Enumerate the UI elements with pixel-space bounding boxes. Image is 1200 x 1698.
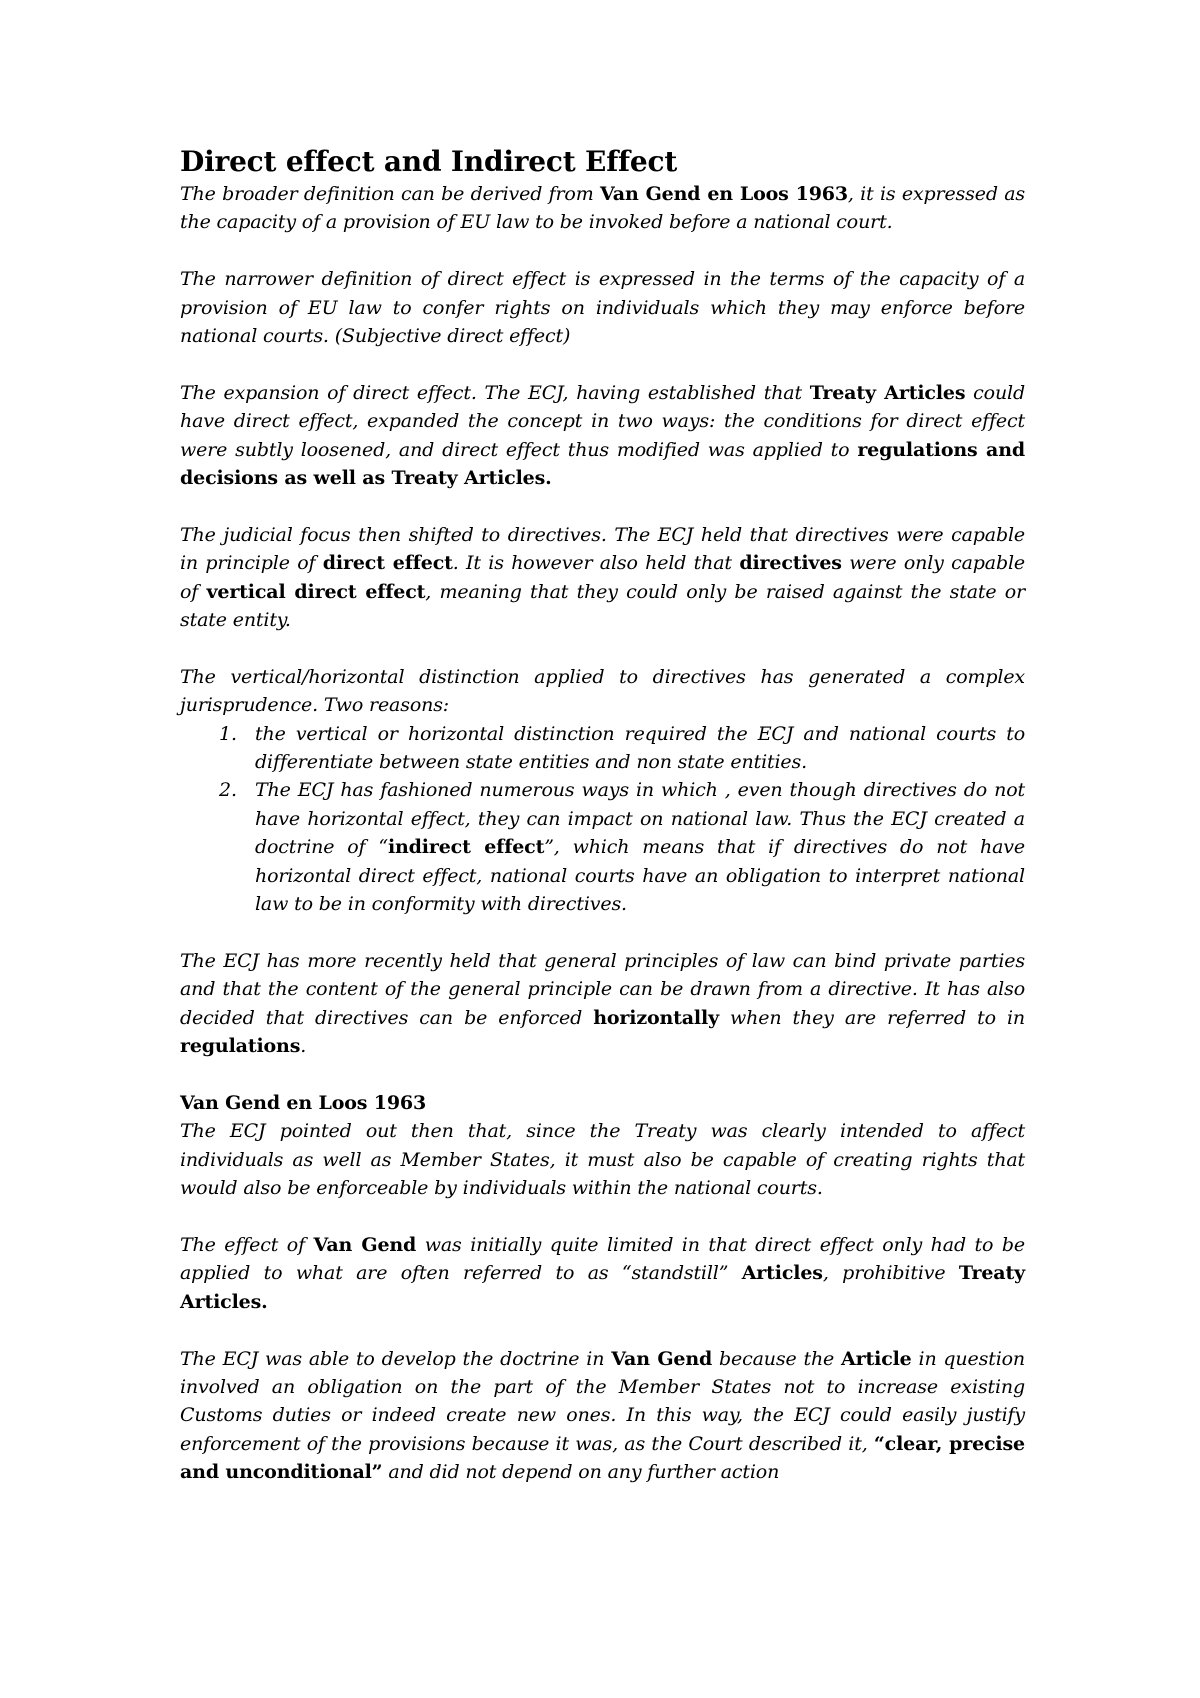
bold-term: indirect effect (387, 836, 545, 859)
paragraph-judicial-focus (180, 521, 1025, 635)
bold-term: regulations (180, 1035, 301, 1058)
text-run: because the (712, 1347, 842, 1370)
text-run: could have direct effect, expanded the concept in two ways: the conditions for direct effect were subtly loosened, and direct effect thus modified was applied to (180, 381, 1025, 461)
paragraph-narrower-definition: The narrower definition of direct effect is expressed in the terms of the capacity of a provision of EU law to confer rights on individuals which they may enforce before national courts. (Subjective direct effect) (180, 268, 1025, 348)
text-run: The ECJ was able to develop the doctrine in (180, 1347, 612, 1370)
list-item (180, 776, 1025, 918)
page-title: Direct effect and Indirect Effect (180, 145, 678, 178)
case-name: Van Gend (611, 1347, 713, 1370)
document-body (180, 145, 1025, 1487)
paragraph-doctrine-development (180, 1345, 1025, 1487)
bold-term: directives (739, 552, 842, 575)
text-run: when they are referred to in (718, 1006, 1025, 1029)
paragraph-broader-definition (180, 180, 1025, 237)
bold-term: direct effect (322, 552, 453, 575)
bold-term: vertical direct effect (206, 580, 426, 603)
text-run: was initially quite limited in that direct effect only had to be applied to what are often referred to as “standstill” (180, 1233, 1025, 1285)
section-heading: Van Gend en Loos 1963 (180, 1091, 427, 1114)
list-item (180, 720, 1025, 777)
list-number: 1. (219, 722, 237, 745)
text-run: The effect of (180, 1233, 314, 1256)
reasons-list (180, 720, 1025, 919)
text-run: The ECJ has more recently held that general principles of law can bind private parties and that the content of the general principle can be drawn from a directive. It has also decided that directives can be enforced (180, 949, 1025, 1029)
text-run: , prohibitive (822, 1262, 959, 1285)
text-run: , meaning that they could only be raised against the state or state entity. (180, 580, 1026, 632)
paragraph-general-principles (180, 947, 1025, 1061)
text-run: The judicial focus then shifted to directives. The ECJ held that directives were capable in principle of (180, 523, 1025, 575)
text-run: in question involved an obligation on the part of the Member States not to increase existing Customs duties or indeed create new ones. In this way, the ECJ could easily justify enforcement of the provisions because it was, as the Court described it, (180, 1347, 1026, 1455)
bold-term: horizontally (593, 1006, 719, 1029)
text-run: , it is expressed as the capacity of a provision of EU law to be invoked before a national court. (180, 183, 1025, 234)
bold-term: Treaty Articles (809, 381, 966, 404)
text-run: The ECJ has fashioned numerous ways in which , even though directives do not have horizontal effect, they can impact on national law. Thus the ECJ created a doctrine of “ (255, 779, 1025, 859)
bold-term: regulations and decisions as well as Treaty Articles. (180, 438, 1025, 490)
paragraph-expansion (180, 379, 1025, 493)
list-number: 2. (219, 779, 237, 802)
case-name: Van Gend en Loos 1963 (599, 183, 848, 205)
paragraph-vertical-horizontal: The vertical/horizontal distinction applied to directives has generated a complex jurisprudence. Two reasons: (180, 665, 1025, 717)
case-name: Van Gend (313, 1233, 417, 1256)
text-run: The broader definition can be derived from (180, 183, 600, 205)
list-item-text: the vertical or horizontal distinction required the ECJ and national courts to differentiate between state entities and non state entities. (255, 722, 1025, 774)
text-run: and did not depend on any further action (382, 1461, 780, 1484)
text-run: The expansion of direct effect. The ECJ, having established that (180, 381, 810, 404)
text-run: were only capable of (180, 552, 1026, 603)
bold-term: Treaty Articles. (180, 1262, 1025, 1313)
text-run: . (300, 1035, 307, 1058)
bold-term: Articles (741, 1262, 823, 1285)
paragraph-effect-of-van-gend (180, 1231, 1025, 1316)
bold-term: Article (841, 1347, 912, 1370)
text-run: ”, which means that if directives do not have horizontal direct effect, national courts have an obligation to interpret national law to be in conformity with directives. (255, 836, 1025, 916)
text-run: . It is however also held that (452, 552, 740, 575)
bold-term: “clear, precise and unconditional” (180, 1432, 1025, 1484)
paragraph-ecj-pointed-out: The ECJ pointed out then that, since the Treaty was clearly intended to affect individuals as well as Member States, it must also be capable of creating rights that would also be enforceable by individuals within the national courts. (180, 1120, 1025, 1200)
